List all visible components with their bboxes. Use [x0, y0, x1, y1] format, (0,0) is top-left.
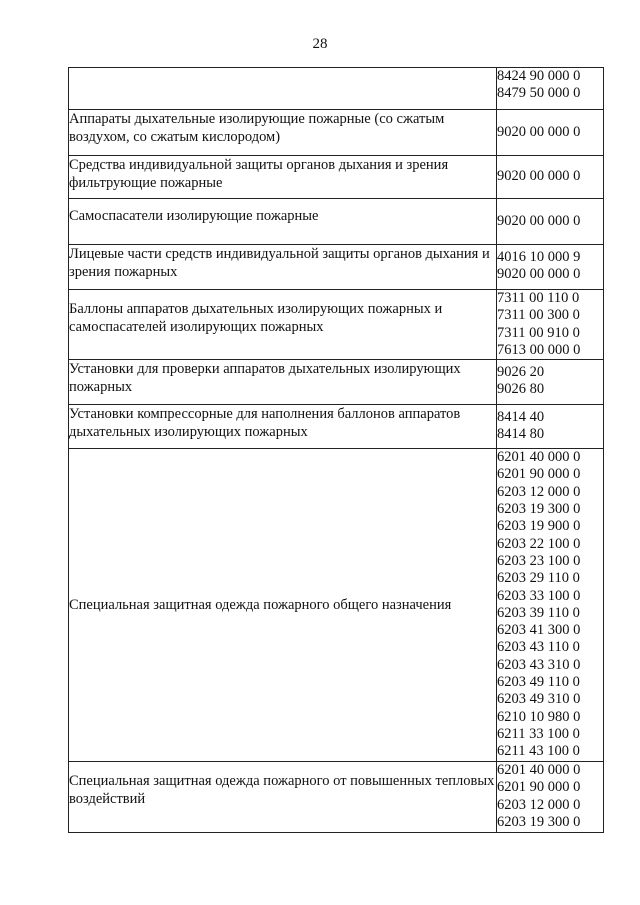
- tnved-code: 6203 19 900 0: [497, 518, 581, 535]
- code-cell: [497, 156, 604, 199]
- tnved-code: 6203 49 110 0: [497, 674, 580, 691]
- product-name-cell: Самоспасатели изолирующие пожарные: [69, 199, 497, 245]
- product-code-table: [68, 67, 604, 833]
- tnved-code: 9026 20: [497, 364, 545, 381]
- tnved-code: 6203 29 110 0: [497, 570, 580, 587]
- tnved-code: 6203 22 100 0: [497, 535, 581, 552]
- table-row: [69, 68, 604, 110]
- code-cell: [497, 110, 604, 156]
- tnved-code: 6203 33 100 0: [497, 587, 581, 604]
- product-name-cell: Баллоны аппаратов дыхательных изолирующих пожарных и самоспасателей изолирующих пожарных: [69, 290, 497, 360]
- code-cell: [497, 290, 604, 360]
- code-cell: [497, 68, 604, 110]
- tnved-code: 6203 12 000 0: [497, 796, 581, 813]
- table-row: [69, 199, 604, 245]
- code-cell: [497, 762, 604, 833]
- product-name-cell: Специальная защитная одежда пожарного от повышенных тепловых воздействий: [69, 762, 497, 833]
- product-name-cell: Лицевые части средств индивидуальной защиты органов дыхания и зрения пожарных: [69, 245, 497, 290]
- tnved-code: 8414 40: [497, 409, 545, 426]
- tnved-code: 6203 39 110 0: [497, 604, 580, 621]
- tnved-code: 6201 40 000 0: [497, 449, 581, 466]
- code-cell: [497, 199, 604, 245]
- table-row: [69, 360, 604, 405]
- tnved-code: 9020 00 000 0: [497, 168, 581, 185]
- tnved-code: 7311 00 110 0: [497, 290, 580, 306]
- code-cell: [497, 245, 604, 290]
- tnved-code: 6203 12 000 0: [497, 483, 581, 500]
- page-number: 28: [312, 36, 328, 52]
- table-row: [69, 762, 604, 833]
- tnved-code: 7613 00 000 0: [497, 341, 581, 358]
- tnved-code: 6203 19 300 0: [497, 814, 581, 831]
- product-name-cell: Установки для проверки аппаратов дыхательных изолирующих пожарных: [69, 360, 497, 405]
- tnved-code: 7311 00 300 0: [497, 307, 580, 324]
- tnved-code: 6203 49 310 0: [497, 691, 581, 708]
- product-name-cell: Специальная защитная одежда пожарного общего назначения: [69, 449, 497, 762]
- tnved-code: 6203 43 110 0: [497, 639, 580, 656]
- tnved-code: 8424 90 000 0: [497, 68, 581, 84]
- table-row: [69, 405, 604, 449]
- product-name-cell: Установки компрессорные для наполнения баллонов аппаратов дыхательных изолирующих пожарных: [69, 405, 497, 449]
- code-cell: [497, 449, 604, 762]
- tnved-code: 6211 33 100 0: [497, 725, 580, 742]
- tnved-code: 9020 00 000 0: [497, 266, 581, 283]
- code-cell: [497, 405, 604, 449]
- table-row: [69, 290, 604, 360]
- table-row: [69, 449, 604, 762]
- code-cell: [497, 360, 604, 405]
- product-name-cell: [69, 68, 497, 110]
- tnved-code: 6203 41 300 0: [497, 622, 581, 639]
- tnved-code: 6211 43 100 0: [497, 743, 580, 760]
- tnved-code: 7311 00 910 0: [497, 324, 580, 341]
- tnved-code: 4016 10 000 9: [497, 249, 581, 265]
- tnved-code: 6210 10 980 0: [497, 708, 581, 725]
- tnved-code: 6203 43 310 0: [497, 656, 581, 673]
- tnved-code: 9026 80: [497, 381, 545, 398]
- table-row: [69, 245, 604, 290]
- tnved-code: 6203 23 100 0: [497, 552, 581, 569]
- tnved-code: 6203 19 300 0: [497, 501, 581, 518]
- product-name-cell: Средства индивидуальной защиты органов дыхания и зрения фильтрующие пожарные: [69, 156, 497, 199]
- tnved-code: 8414 80: [497, 426, 545, 443]
- tnved-code: 8479 50 000 0: [497, 85, 581, 102]
- tnved-code: 9020 00 000 0: [497, 123, 581, 140]
- tnved-code: 6201 90 000 0: [497, 466, 581, 483]
- table-row: [69, 156, 604, 199]
- tnved-code: 6201 90 000 0: [497, 779, 581, 796]
- tnved-code: 9020 00 000 0: [497, 212, 581, 229]
- tnved-code: 6201 40 000 0: [497, 762, 581, 779]
- table-row: [69, 110, 604, 156]
- product-name-cell: Аппараты дыхательные изолирующие пожарные (со сжатым воздухом, со сжатым кислородом): [69, 110, 497, 156]
